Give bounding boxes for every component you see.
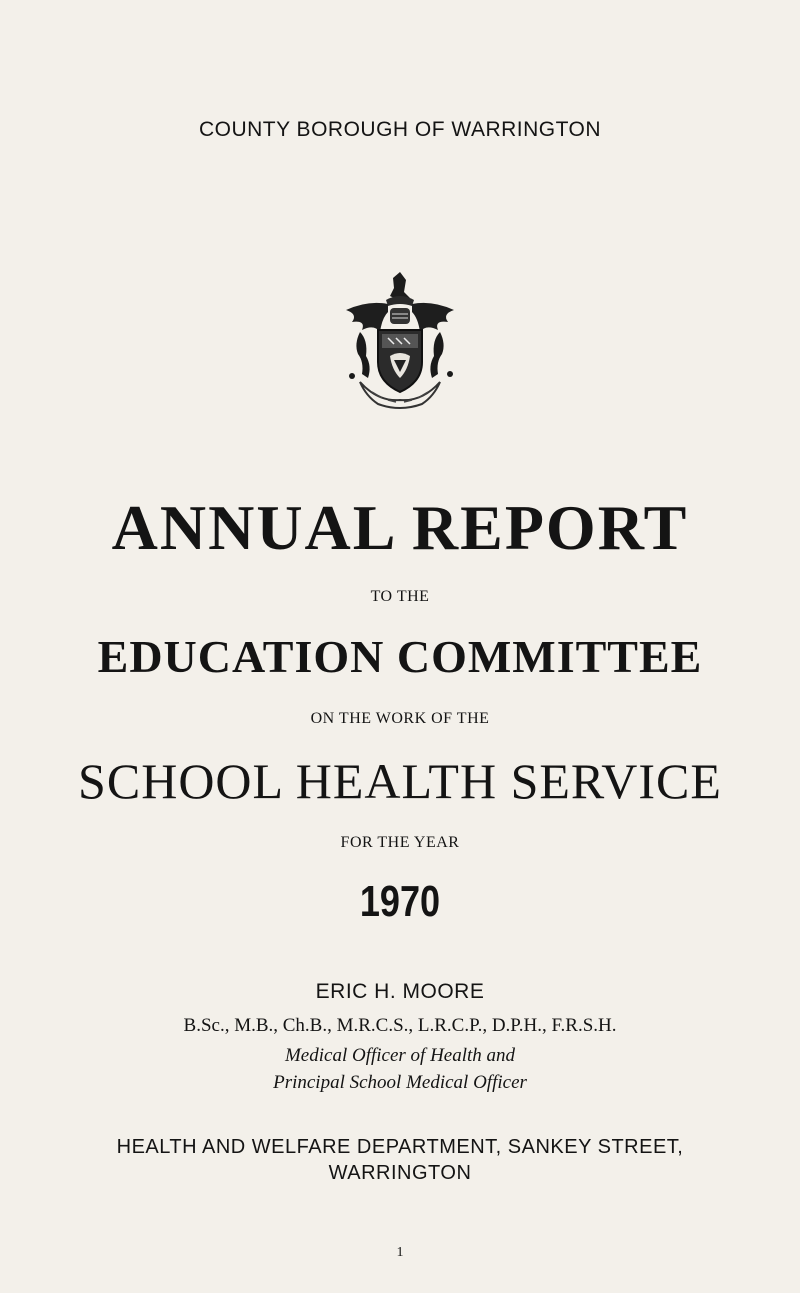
on-the-work-text: ON THE WORK OF THE: [310, 710, 490, 727]
department-address: HEALTH AND WELFARE DEPARTMENT, SANKEY STREET,: [116, 1136, 684, 1158]
author-role-line-2: Principal School Medical Officer: [273, 1072, 527, 1093]
committee-title: EDUCATION COMMITTEE: [97, 631, 703, 682]
report-year: 1970: [359, 877, 441, 926]
author-name: ERIC H. MOORE: [315, 980, 485, 1003]
coat-of-arms-icon: [338, 270, 462, 415]
page-number: 1: [396, 1245, 404, 1260]
to-the-text: TO THE: [370, 588, 430, 605]
authority-heading: COUNTY BOROUGH OF WARRINGTON: [198, 118, 602, 141]
service-title: SCHOOL HEALTH SERVICE: [78, 753, 722, 809]
for-the-year-text: FOR THE YEAR: [340, 834, 460, 851]
author-qualifications: B.Sc., M.B., Ch.B., M.R.C.S., L.R.C.P., D.P.H., F.R.S.H.: [183, 1015, 617, 1036]
town-name: WARRINGTON: [328, 1162, 472, 1184]
report-title: ANNUAL REPORT: [111, 492, 689, 563]
author-role-line-1: Medical Officer of Health and: [284, 1045, 516, 1066]
